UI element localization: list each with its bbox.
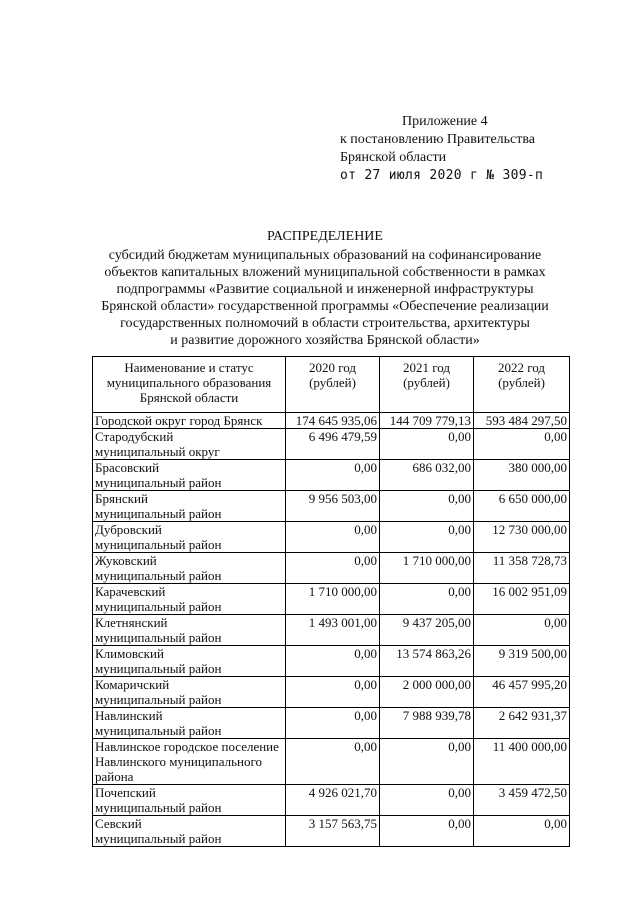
amount-2022: 0,00 xyxy=(474,615,570,646)
amount-2021: 0,00 xyxy=(380,739,474,785)
appendix-region: Брянской области xyxy=(340,150,447,165)
amount-2021: 1 710 000,00 xyxy=(380,553,474,584)
amount-2022: 593 484 297,50 xyxy=(474,413,570,429)
amount-2022: 9 319 500,00 xyxy=(474,646,570,677)
municipality-name: Карачевский муниципальный район xyxy=(93,584,286,615)
amount-2022: 11 358 728,73 xyxy=(474,553,570,584)
amount-2020: 0,00 xyxy=(286,677,380,708)
table-row xyxy=(93,677,570,708)
table-row xyxy=(93,460,570,491)
amount-2021: 7 988 939,78 xyxy=(380,708,474,739)
appendix-resolution: к постановлению Правительства xyxy=(340,132,536,147)
amount-2022: 0,00 xyxy=(474,429,570,460)
header-2020: 2020 год (рублей) xyxy=(286,357,380,413)
amount-2021: 0,00 xyxy=(380,429,474,460)
header-municipality: Наименование и статус муниципального образования Брянской области xyxy=(93,357,286,413)
amount-2021: 0,00 xyxy=(380,816,474,847)
appendix-date: от 27 июля 2020 г № 309-п xyxy=(340,168,544,183)
subtitle-line: и развитие дорожного хозяйства Брянской области» xyxy=(170,333,480,348)
municipality-name: Клетнянский муниципальный район xyxy=(93,615,286,646)
amount-2020: 1 710 000,00 xyxy=(286,584,380,615)
table-row xyxy=(93,553,570,584)
amount-2021: 0,00 xyxy=(380,584,474,615)
document-title-block xyxy=(60,228,590,349)
municipality-name: Брасовский муниципальный район xyxy=(93,460,286,491)
amount-2020: 174 645 935,06 xyxy=(286,413,380,429)
amount-2020: 0,00 xyxy=(286,708,380,739)
amount-2020: 0,00 xyxy=(286,522,380,553)
table-row xyxy=(93,646,570,677)
document-heading: РАСПРЕДЕЛЕНИЕ xyxy=(267,229,383,244)
header-2021: 2021 год (рублей) xyxy=(380,357,474,413)
amount-2020: 1 493 001,00 xyxy=(286,615,380,646)
appendix-block xyxy=(340,113,543,185)
table-row xyxy=(93,429,570,460)
subtitle-line: подпрограммы «Развитие социальной и инженерной инфраструктуры xyxy=(116,282,534,297)
table-row xyxy=(93,615,570,646)
municipality-name: Городской округ город Брянск xyxy=(93,413,286,429)
municipality-name: Стародубский муниципальный округ xyxy=(93,429,286,460)
amount-2021: 2 000 000,00 xyxy=(380,677,474,708)
amount-2022: 46 457 995,20 xyxy=(474,677,570,708)
amount-2021: 0,00 xyxy=(380,522,474,553)
municipality-name: Комаричский муниципальный район xyxy=(93,677,286,708)
amount-2020: 6 496 479,59 xyxy=(286,429,380,460)
table-row xyxy=(93,785,570,816)
subsidy-table xyxy=(92,356,570,847)
table-row xyxy=(93,491,570,522)
amount-2020: 9 956 503,00 xyxy=(286,491,380,522)
table-row xyxy=(93,584,570,615)
municipality-name: Брянский муниципальный район xyxy=(93,491,286,522)
amount-2021: 0,00 xyxy=(380,785,474,816)
amount-2020: 4 926 021,70 xyxy=(286,785,380,816)
municipality-name: Жуковский муниципальный район xyxy=(93,553,286,584)
municipality-name: Дубровский муниципальный район xyxy=(93,522,286,553)
amount-2022: 3 459 472,50 xyxy=(474,785,570,816)
municipality-name: Навлинское городское поселение Навлинского муниципального района xyxy=(93,739,286,785)
table-row xyxy=(93,816,570,847)
table-row xyxy=(93,739,570,785)
amount-2020: 0,00 xyxy=(286,646,380,677)
municipality-name: Климовский муниципальный район xyxy=(93,646,286,677)
amount-2021: 13 574 863,26 xyxy=(380,646,474,677)
subtitle-line: субсидий бюджетам муниципальных образований на софинансирование xyxy=(108,248,542,263)
table-row xyxy=(93,522,570,553)
amount-2022: 12 730 000,00 xyxy=(474,522,570,553)
subtitle-line: государственных полномочий в области строительства, архитектуры xyxy=(120,316,530,331)
amount-2022: 16 002 951,09 xyxy=(474,584,570,615)
amount-2021: 144 709 779,13 xyxy=(380,413,474,429)
document-subtitle xyxy=(60,247,590,349)
amount-2020: 0,00 xyxy=(286,553,380,584)
amount-2021: 0,00 xyxy=(380,491,474,522)
table-header-row xyxy=(93,357,570,413)
amount-2022: 6 650 000,00 xyxy=(474,491,570,522)
subtitle-line: объектов капитальных вложений муниципальной собственности в рамках xyxy=(104,265,546,280)
table-row xyxy=(93,708,570,739)
amount-2022: 2 642 931,37 xyxy=(474,708,570,739)
amount-2022: 11 400 000,00 xyxy=(474,739,570,785)
municipality-name: Почепский муниципальный район xyxy=(93,785,286,816)
subtitle-line: Брянской области» государственной программы «Обеспечение реализации xyxy=(101,299,549,314)
amount-2021: 686 032,00 xyxy=(380,460,474,491)
municipality-name: Севский муниципальный район xyxy=(93,816,286,847)
table-row xyxy=(93,413,570,429)
amount-2021: 9 437 205,00 xyxy=(380,615,474,646)
municipality-name: Навлинский муниципальный район xyxy=(93,708,286,739)
amount-2020: 0,00 xyxy=(286,739,380,785)
amount-2022: 0,00 xyxy=(474,816,570,847)
header-2022: 2022 год (рублей) xyxy=(474,357,570,413)
amount-2020: 0,00 xyxy=(286,460,380,491)
amount-2020: 3 157 563,75 xyxy=(286,816,380,847)
amount-2022: 380 000,00 xyxy=(474,460,570,491)
appendix-number: Приложение 4 xyxy=(402,114,488,129)
